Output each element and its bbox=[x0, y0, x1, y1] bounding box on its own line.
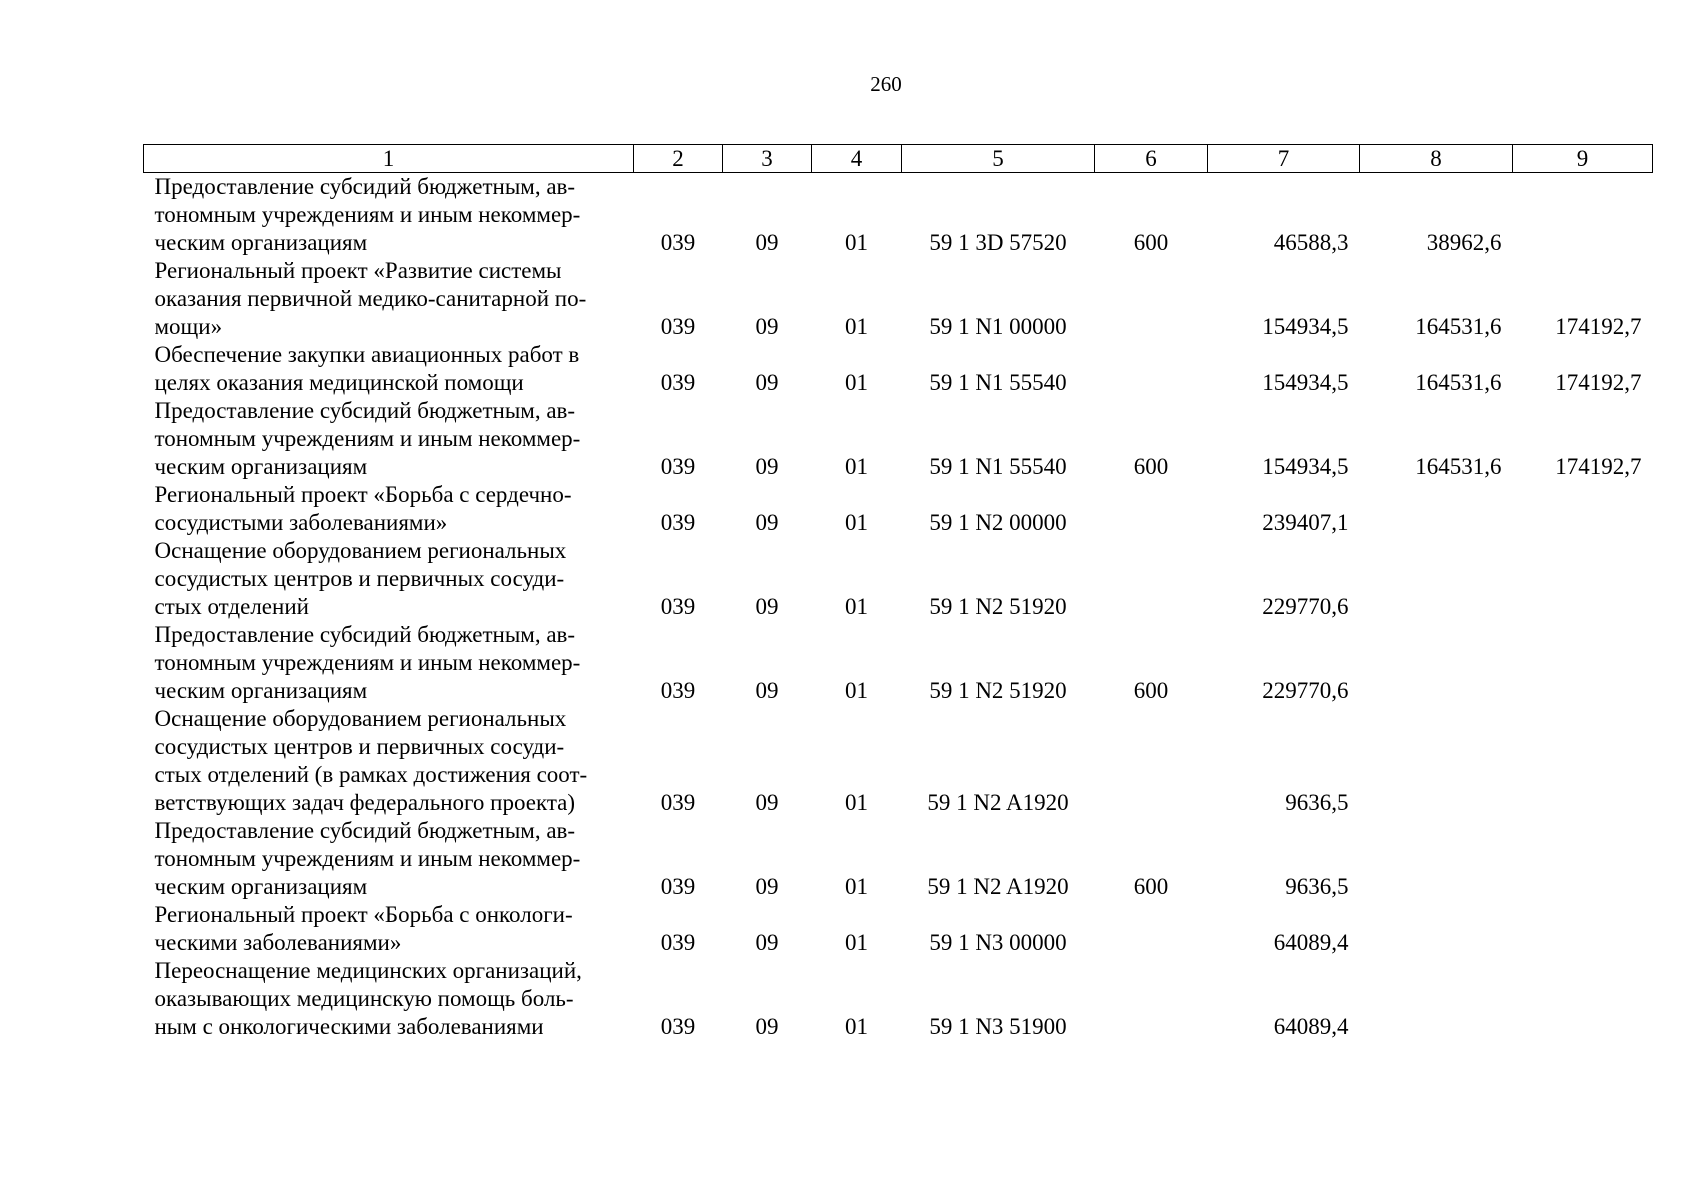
section-code: 09 bbox=[755, 594, 779, 619]
amount-year-1: 9636,5 bbox=[1285, 874, 1349, 899]
amount-year-2: 38962,6 bbox=[1426, 230, 1502, 255]
ministry-code: 039 bbox=[660, 678, 696, 703]
expense-type-code: 600 bbox=[1133, 678, 1169, 703]
amount-year-1: 229770,6 bbox=[1262, 594, 1349, 619]
row-name-line: Обеспечение закупки авиационных работ в bbox=[154, 342, 580, 367]
expense-type-code bbox=[1095, 341, 1208, 397]
page-number: 260 bbox=[870, 72, 902, 96]
table-row bbox=[144, 481, 1653, 537]
amount-year-3: 174192,7 bbox=[1555, 314, 1642, 339]
table-row bbox=[144, 901, 1653, 957]
amount-year-1: 229770,6 bbox=[1262, 678, 1349, 703]
target-article-code: 59 1 N3 00000 bbox=[929, 930, 1067, 955]
row-name-line: ческими заболеваниями» bbox=[154, 930, 402, 955]
ministry-code: 039 bbox=[660, 230, 696, 255]
row-name-line: Региональный проект «Борьба с сердечно- bbox=[154, 482, 572, 507]
ministry-code: 039 bbox=[660, 370, 696, 395]
subsection-code: 01 bbox=[845, 790, 868, 815]
section-code: 09 bbox=[755, 930, 779, 955]
target-article-code: 59 1 N2 A1920 bbox=[927, 874, 1069, 899]
expense-type-code bbox=[1095, 481, 1208, 537]
expense-type-code bbox=[1095, 537, 1208, 621]
section-code: 09 bbox=[755, 874, 779, 899]
target-article-code: 59 1 N1 55540 bbox=[929, 454, 1067, 479]
row-name-line: стых отделений (в рамках достижения соот- bbox=[154, 762, 588, 787]
row-name-line: ческим организациям bbox=[154, 454, 368, 479]
target-article-code: 59 1 N2 51920 bbox=[929, 594, 1067, 619]
ministry-code: 039 bbox=[660, 510, 696, 535]
amount-year-1: 239407,1 bbox=[1262, 510, 1349, 535]
row-name-line: оказывающих медицинскую помощь боль- bbox=[154, 986, 574, 1011]
row-name-line: Переоснащение медицинских организаций, bbox=[154, 958, 582, 983]
ministry-code: 039 bbox=[660, 1014, 696, 1039]
amount-year-1: 154934,5 bbox=[1262, 454, 1349, 479]
expense-type-code bbox=[1095, 957, 1208, 1041]
amount-year-1: 46588,3 bbox=[1273, 230, 1349, 255]
row-name bbox=[144, 341, 634, 397]
row-name-line: ветствующих задач федерального проекта) bbox=[154, 790, 576, 815]
ministry-code: 039 bbox=[660, 790, 696, 815]
row-name-line: ческим организациям bbox=[154, 874, 368, 899]
row-name-line: Оснащение оборудованием региональных bbox=[154, 538, 567, 563]
ministry-code: 039 bbox=[660, 594, 696, 619]
table-row bbox=[144, 621, 1653, 705]
column-header: 3 bbox=[723, 145, 812, 173]
row-name-line: Региональный проект «Развитие системы bbox=[154, 258, 562, 283]
column-header: 9 bbox=[1513, 145, 1653, 173]
column-header: 6 bbox=[1095, 145, 1208, 173]
row-name bbox=[144, 705, 634, 817]
row-name-line: оказания первичной медико-санитарной по- bbox=[154, 286, 587, 311]
table-row bbox=[144, 817, 1653, 901]
row-name bbox=[144, 397, 634, 481]
table-body bbox=[144, 173, 1653, 1042]
expense-type-code bbox=[1095, 901, 1208, 957]
subsection-code: 01 bbox=[845, 678, 868, 703]
section-code: 09 bbox=[755, 454, 779, 479]
section-code: 09 bbox=[755, 230, 779, 255]
target-article-code: 59 1 N3 51900 bbox=[929, 1014, 1067, 1039]
section-code: 09 bbox=[755, 1014, 779, 1039]
expense-type-code bbox=[1095, 705, 1208, 817]
row-name-line: ческим организациям bbox=[154, 678, 368, 703]
expense-type-code bbox=[1095, 257, 1208, 341]
row-name-line: Предоставление субсидий бюджетным, ав- bbox=[154, 398, 576, 423]
amount-year-2 bbox=[1360, 481, 1513, 537]
amount-year-3 bbox=[1513, 621, 1653, 705]
budget-table bbox=[143, 144, 1653, 1041]
row-name-line: Оснащение оборудованием региональных bbox=[154, 706, 567, 731]
column-header: 2 bbox=[634, 145, 723, 173]
expense-type-code: 600 bbox=[1133, 454, 1169, 479]
amount-year-3: 174192,7 bbox=[1555, 454, 1642, 479]
amount-year-1: 154934,5 bbox=[1262, 314, 1349, 339]
subsection-code: 01 bbox=[845, 314, 868, 339]
section-code: 09 bbox=[755, 314, 779, 339]
row-name bbox=[144, 817, 634, 901]
subsection-code: 01 bbox=[845, 230, 868, 255]
row-name-line: Предоставление субсидий бюджетным, ав- bbox=[154, 174, 576, 199]
row-name bbox=[144, 257, 634, 341]
row-name bbox=[144, 901, 634, 957]
amount-year-3 bbox=[1513, 537, 1653, 621]
table-row bbox=[144, 257, 1653, 341]
row-name bbox=[144, 621, 634, 705]
table-row bbox=[144, 173, 1653, 258]
subsection-code: 01 bbox=[845, 510, 868, 535]
expense-type-code: 600 bbox=[1133, 230, 1169, 255]
amount-year-1: 154934,5 bbox=[1262, 370, 1349, 395]
row-name-line: Региональный проект «Борьба с онкологи- bbox=[154, 902, 573, 927]
amount-year-2: 164531,6 bbox=[1415, 370, 1502, 395]
amount-year-2 bbox=[1360, 901, 1513, 957]
subsection-code: 01 bbox=[845, 1014, 868, 1039]
ministry-code: 039 bbox=[660, 314, 696, 339]
target-article-code: 59 1 N1 00000 bbox=[929, 314, 1067, 339]
ministry-code: 039 bbox=[660, 930, 696, 955]
row-name bbox=[144, 537, 634, 621]
target-article-code: 59 1 N2 51920 bbox=[929, 678, 1067, 703]
row-name-line: сосудистых центров и первичных сосуди- bbox=[154, 734, 565, 759]
row-name bbox=[144, 173, 634, 258]
section-code: 09 bbox=[755, 678, 779, 703]
amount-year-3 bbox=[1513, 901, 1653, 957]
amount-year-1: 64089,4 bbox=[1273, 930, 1349, 955]
amount-year-2 bbox=[1360, 957, 1513, 1041]
amount-year-3 bbox=[1513, 957, 1653, 1041]
target-article-code: 59 1 N2 A1920 bbox=[927, 790, 1069, 815]
column-header: 8 bbox=[1360, 145, 1513, 173]
row-name-line: тономным учреждениям и иным некоммер- bbox=[154, 846, 581, 871]
subsection-code: 01 bbox=[845, 874, 868, 899]
subsection-code: 01 bbox=[845, 370, 868, 395]
table-row bbox=[144, 397, 1653, 481]
section-code: 09 bbox=[755, 370, 779, 395]
column-header: 5 bbox=[902, 145, 1095, 173]
amount-year-2 bbox=[1360, 621, 1513, 705]
table-row bbox=[144, 957, 1653, 1041]
row-name-line: сосудистыми заболеваниями» bbox=[154, 510, 448, 535]
column-header: 7 bbox=[1208, 145, 1360, 173]
row-name-line: Предоставление субсидий бюджетным, ав- bbox=[154, 818, 576, 843]
column-header: 1 bbox=[144, 145, 634, 173]
table-row bbox=[144, 537, 1653, 621]
row-name-line: Предоставление субсидий бюджетным, ав- bbox=[154, 622, 576, 647]
amount-year-2: 164531,6 bbox=[1415, 314, 1502, 339]
amount-year-2 bbox=[1360, 537, 1513, 621]
amount-year-2: 164531,6 bbox=[1415, 454, 1502, 479]
table-row bbox=[144, 341, 1653, 397]
subsection-code: 01 bbox=[845, 930, 868, 955]
subsection-code: 01 bbox=[845, 454, 868, 479]
row-name-line: тономным учреждениям и иным некоммер- bbox=[154, 650, 581, 675]
row-name bbox=[144, 957, 634, 1041]
amount-year-3 bbox=[1513, 817, 1653, 901]
ministry-code: 039 bbox=[660, 454, 696, 479]
table-row bbox=[144, 705, 1653, 817]
row-name bbox=[144, 481, 634, 537]
target-article-code: 59 1 N1 55540 bbox=[929, 370, 1067, 395]
amount-year-2 bbox=[1360, 705, 1513, 817]
subsection-code: 01 bbox=[845, 594, 868, 619]
column-number-header bbox=[144, 145, 1653, 173]
row-name-line: тономным учреждениям и иным некоммер- bbox=[154, 202, 581, 227]
amount-year-3 bbox=[1513, 705, 1653, 817]
section-code: 09 bbox=[755, 510, 779, 535]
amount-year-3 bbox=[1513, 173, 1653, 258]
target-article-code: 59 1 3D 57520 bbox=[929, 230, 1067, 255]
row-name-line: мощи» bbox=[154, 314, 223, 339]
amount-year-1: 64089,4 bbox=[1273, 1014, 1349, 1039]
row-name-line: ческим организациям bbox=[154, 230, 368, 255]
amount-year-1: 9636,5 bbox=[1285, 790, 1349, 815]
ministry-code: 039 bbox=[660, 874, 696, 899]
row-name-line: тономным учреждениям и иным некоммер- bbox=[154, 426, 581, 451]
row-name-line: целях оказания медицинской помощи bbox=[154, 370, 524, 395]
expense-type-code: 600 bbox=[1133, 874, 1169, 899]
amount-year-3: 174192,7 bbox=[1555, 370, 1642, 395]
column-header: 4 bbox=[812, 145, 902, 173]
row-name-line: стых отделений bbox=[154, 594, 309, 619]
section-code: 09 bbox=[755, 790, 779, 815]
amount-year-2 bbox=[1360, 817, 1513, 901]
row-name-line: сосудистых центров и первичных сосуди- bbox=[154, 566, 565, 591]
target-article-code: 59 1 N2 00000 bbox=[929, 510, 1067, 535]
amount-year-3 bbox=[1513, 481, 1653, 537]
row-name-line: ным с онкологическими заболеваниями bbox=[154, 1014, 544, 1039]
